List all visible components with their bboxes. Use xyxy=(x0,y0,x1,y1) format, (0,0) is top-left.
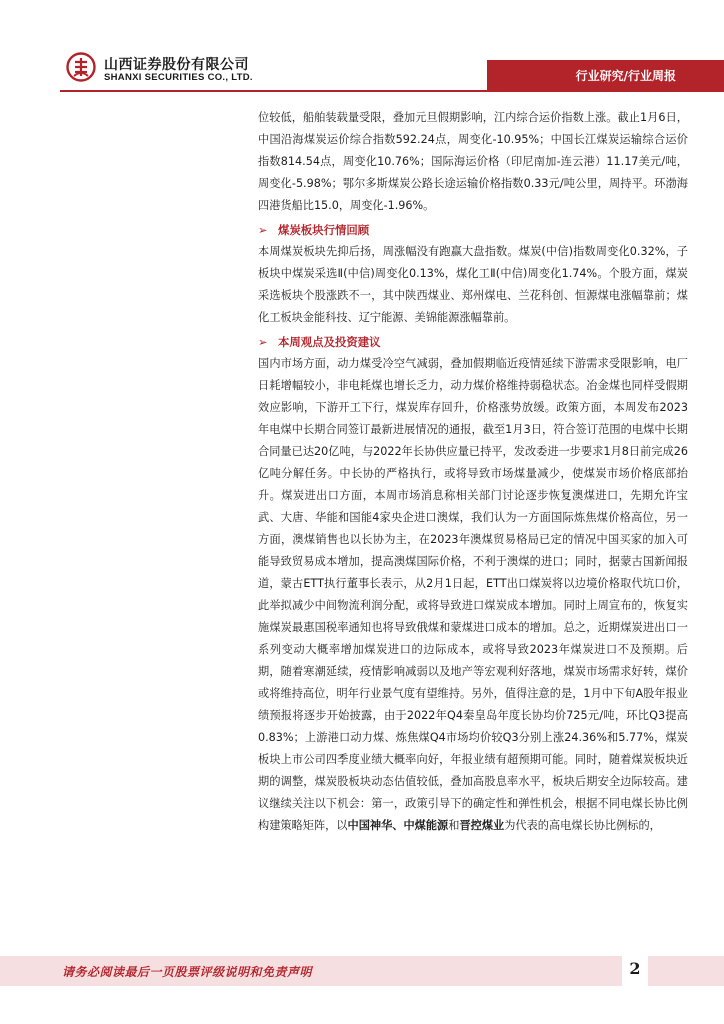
header-divider xyxy=(60,90,724,92)
paragraph-text: 国内市场方面，动力煤受冷空气减弱，叠加假期临近疫情延续下游需求受限影响，电厂日耗增幅较小，非电耗煤也增长乏力，动力煤价格维持弱稳状态。冶金煤也同样受假期效应影响，下游开工下行，煤炭库存回升，价格涨势放缓。政策方面，本周发布2023年电煤中长期合同签订最新进展情况的通报，截至1月3日，符合签订范围的电煤中长期合同量已达20亿吨，与2022年长协供应量已持平，发改委进一步要求1月8日前完成26亿吨分解任务。中长协的严格执行，或将导致市场煤量减少，使煤炭市场价格底部抬升。煤炭进出口方面，本周市场消息称相关部门讨论逐步恢复澳煤进口，先期允许宝武、大唐、华能和国能4家央企进口澳煤，我们认为一方面国际炼焦煤价格高位，另一方面，澳煤销售也以长协为主，在2023年澳煤贸易格局已定的情况中国买家的加入可能导致贸易成本增加，提高澳煤国际价格，不利于澳煤的进口；同时，据蒙古国新闻报道，蒙古ETT执行董事长表示，从2月1日起，ETT出口煤炭将以边境价格取代坑口价，此举拟减少中间物流利润分配，或将导致进口煤炭成本增加。同时上周宣布的，恢复实施煤炭最惠国税率通知也将导致俄煤和蒙煤进口成本的增加。总之，近期煤炭进出口一系列变动大概率增加煤炭进口的边际成本，或将导致2023年煤炭进口不及预期。后期，随着寒潮延续，疫情影响减弱以及地产等宏观利好落地，煤炭市场需求好转，煤价或将维持高位，明年行业景气度有望维持。另外，值得注意的是，1月中下旬A股年报业绩预报将逐步开始披露，由于2022年Q4秦皇岛年度长协均价725元/吨，环比Q3提高0.83%；上游港口动力煤、炼焦煤Q4市场均价较Q3分别上涨24.36%和5.77%，煤炭板块上市公司四季度业绩大概率向好，年报业绩有超预期可能。同时，随着煤炭板块近期的调整，煤炭股板块动态估值较低，叠加高股息率水平，板块后期安全边际较高。建议继续关注以下机会：第一，政策引导下的确定性和弹性机会，根据不同电煤长协比例构建策略矩阵，以 xyxy=(258,357,688,832)
company-name-cn: 山西证券股份有限公司 xyxy=(104,57,249,73)
paragraph-market-review: 本周煤炭板块先抑后扬，周涨幅没有跑赢大盘指数。煤炭(中信)指数周变化0.32%，子板块中煤炭采选Ⅱ(中信)周变化0.13%，煤化工Ⅱ(中信)周变化1.74%。个股方面，煤炭采选板块个股涨跌不一，其中陕西煤业、郑州煤电、兰花科创、恒源煤电涨幅靠前；煤化工板块金能科技、辽宁能源、美锦能源涨幅靠前。 xyxy=(258,245,688,324)
section-heading-investment-view xyxy=(258,331,688,353)
section-heading-text: 本周观点及投资建议 xyxy=(278,335,381,349)
company-name-en: SHANXI SECURITIES CO., LTD. xyxy=(104,72,253,83)
report-body xyxy=(258,107,688,837)
page-header xyxy=(0,0,724,100)
footer-disclaimer: 请务必阅读最后一页股票评级说明和免责声明 xyxy=(62,965,313,979)
separator: 和 xyxy=(448,819,460,832)
report-category: 行业研究/行业周报 xyxy=(575,69,676,83)
separator: 、 xyxy=(392,819,404,832)
paragraph-tail: 为代表的高电煤长协比例标的， xyxy=(504,819,661,832)
paragraph-investment-view xyxy=(258,353,688,837)
paragraph-freight-index: 位较低，船舶装载量受限，叠加元旦假期影响，江内综合运价指数上涨。截止1月6日，中国沿海煤炭运价综合指数592.24点，周变化-10.95%；中国长江煤炭运输综合运价指数814.54点，周变化10.76%；国际海运价格（印尼南加-连云港）11.17美元/吨，周变化-5.98%；鄂尔多斯煤炭公路长途运输价格指数0.33元/吨公里，周持平。环渤海四港货船比15.0，周变化-1.96%。 xyxy=(258,111,688,212)
arrow-bullet-icon: ➢ xyxy=(258,223,268,237)
stock-name-highlight: 中国神华 xyxy=(347,819,393,832)
stock-name-highlight: 中煤能源 xyxy=(403,819,449,832)
section-heading-text: 煤炭板块行情回顾 xyxy=(278,223,370,237)
arrow-bullet-icon: ➢ xyxy=(258,335,268,349)
header-category-band xyxy=(487,60,724,90)
stock-name-highlight: 晋控煤业 xyxy=(459,819,505,832)
page-number: 2 xyxy=(629,959,641,978)
section-heading-market-review xyxy=(258,219,688,241)
company-logo-icon xyxy=(66,52,96,82)
